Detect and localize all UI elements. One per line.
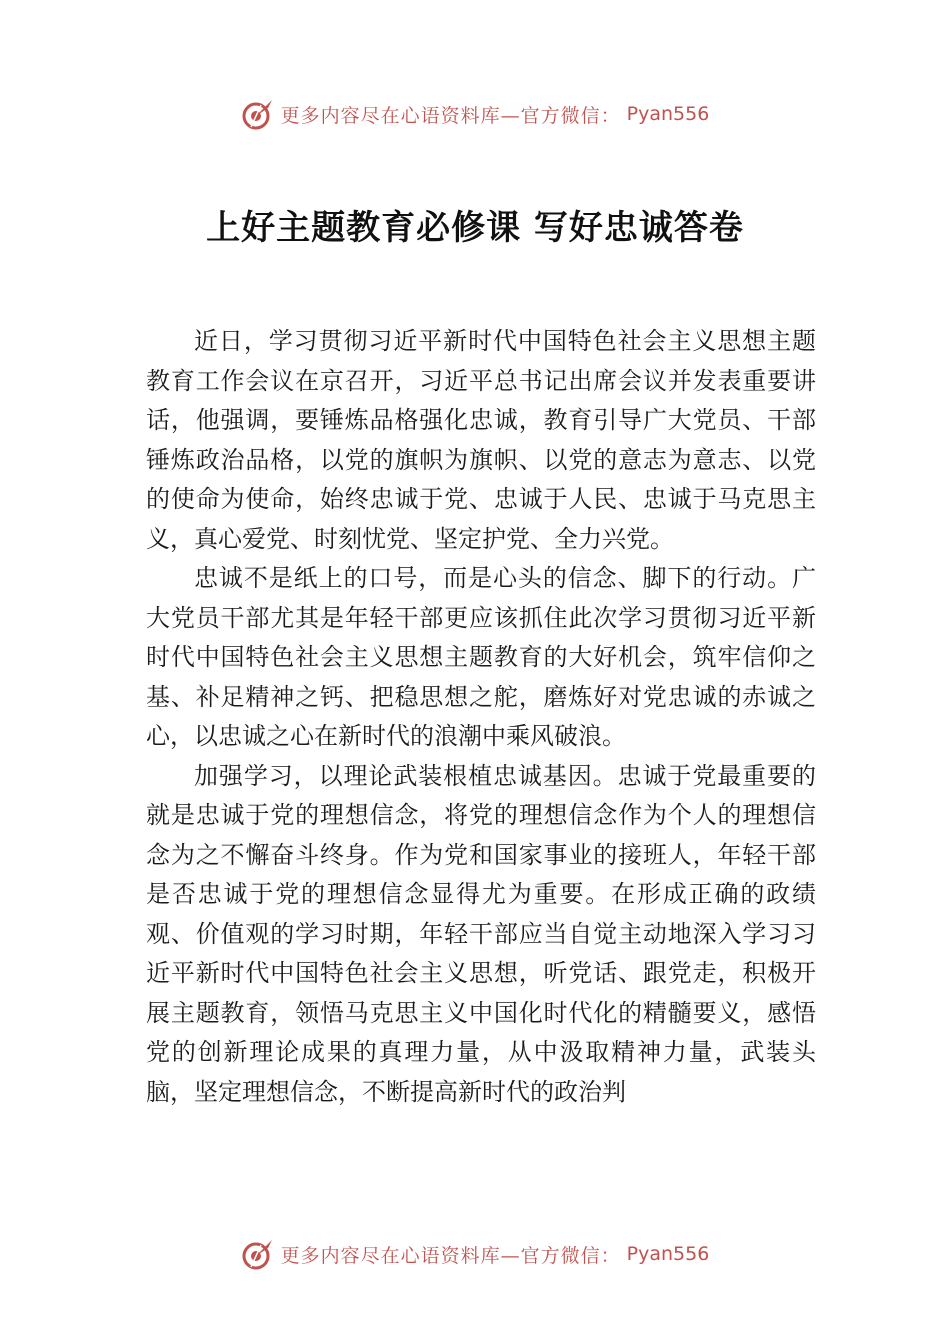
header-banner [0,94,950,134]
paragraph-2: 忠诚不是纸上的口号，而是心头的信念、脚下的行动。广大党员干部尤其是年轻干部更应该抓住此次学习贯彻习近平新时代中国特色社会主义思想主题教育的大好机会，筑牢信仰之基、补足精神之钙、把稳思想之舵，磨炼好对党忠诚的赤诚之心，以忠诚之心在新时代的浪潮中乘风破浪。 [146,564,816,750]
paragraph-1: 近日，学习贯彻习近平新时代中国特色社会主义思想主题教育工作会议在京召开，习近平总书记出席会议并发表重要讲话，他强调，要锤炼品格强化忠诚，教育引导广大党员、干部锤炼政治品格，以党的旗帜为旗帜、以党的意志为意志、以党的使命为使命，始终忠诚于党、忠诚于人民、忠诚于马克思主义，真心爱党、时刻忧党、坚定护党、全力兴党。 [146,327,816,553]
footer-wechat-id: Pyan556 [626,1243,710,1265]
header-wechat-id: Pyan556 [626,103,710,125]
header-banner-text: 更多内容尽在心语资料库—官方微信： [280,104,621,127]
quill-pen-logo-icon [241,97,275,131]
footer-banner [0,1234,950,1274]
paragraph-3: 加强学习，以理论武装根植忠诚基因。忠诚于党最重要的就是忠诚于党的理想信念，将党的理想信念作为个人的理想信念为之不懈奋斗终身。作为党和国家事业的接班人，年轻干部是否忠诚于党的理想信念显得尤为重要。在形成正确的政绩观、价值观的学习时期，年轻干部应当自觉主动地深入学习习近平新时代中国特色社会主义思想，听党话、跟党走，积极开展主题教育，领悟马克思主义中国化时代化的精髓要义，感悟党的创新理论成果的真理力量，从中汲取精神力量，武装头脑，坚定理想信念，不断提高新时代的政治判 [146,761,816,1106]
footer-banner-text: 更多内容尽在心语资料库—官方微信： [280,1244,621,1267]
quill-pen-logo-icon [241,1237,275,1271]
document-title: 上好主题教育必修课 写好忠诚答卷 [206,208,744,248]
document-body [146,322,816,1112]
